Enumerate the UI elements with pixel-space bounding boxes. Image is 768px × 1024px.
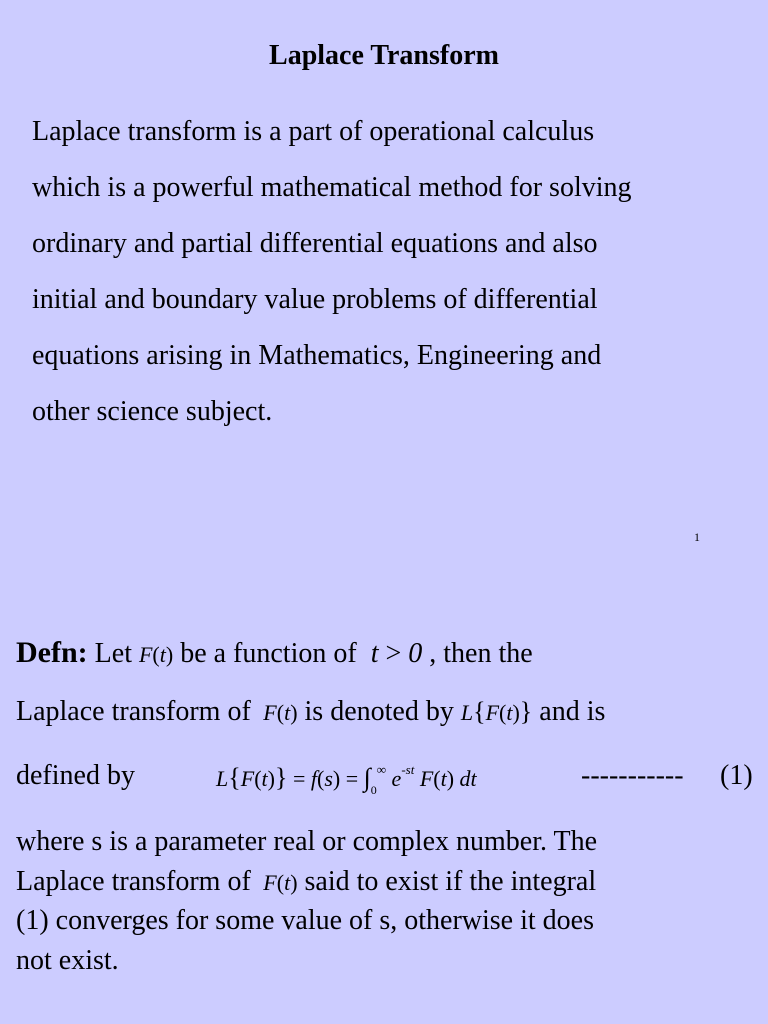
L-of-F-1: L{F(t)} — [460, 697, 533, 726]
t-greater-zero: t > 0 — [370, 638, 423, 669]
defined-by-text: defined by — [16, 760, 135, 791]
intro-line-1: Laplace transform is a part of operational calculus — [32, 116, 595, 147]
then-the-text: , then the — [429, 638, 533, 669]
laplace-integral-formula: $L\{F(t)\} = f(s) = \int_0^\infty$ $e^{-st}$ F(t) dt — [216, 762, 477, 797]
where-line-1: where s is a parameter real or complex number. The — [16, 826, 598, 857]
and-is-text: and is — [539, 696, 606, 727]
definition-line-2 — [16, 696, 605, 728]
intro-line-2: which is a powerful mathematical method for solving — [32, 172, 632, 203]
definition-line-1 — [16, 636, 533, 670]
let-text: Let — [94, 638, 132, 669]
defn-label: Defn: — [16, 636, 88, 669]
F-of-t-3: F(t) — [263, 870, 298, 895]
laplace-transform-of-text: Laplace transform of — [16, 696, 251, 727]
intro-line-4: initial and boundary value problems of differential — [32, 284, 598, 315]
intro-line-5: equations arising in Mathematics, Engineering and — [32, 340, 602, 371]
be-function-text: be a function of — [180, 638, 357, 669]
is-denoted-by-text: is denoted by — [304, 696, 454, 727]
dashes: ----------- — [581, 760, 684, 791]
page-number: 1 — [694, 530, 700, 544]
F-of-t-1: F(t) — [138, 642, 174, 667]
intro-line-6: other science subject. — [32, 396, 273, 427]
definition-line-3 — [16, 760, 768, 797]
F-of-t-2: F(t) — [263, 700, 298, 725]
where-line-2: Laplace transform of F(t) said to exist if the integral — [16, 866, 597, 897]
intro-line-3: ordinary and partial differential equations and also — [32, 228, 598, 259]
equation-number: (1) — [720, 760, 753, 791]
slide-title: Laplace Transform — [269, 40, 499, 71]
where-line-3: (1) converges for some value of s, otherwise it does — [16, 905, 594, 936]
slide-2 — [0, 570, 768, 1024]
where-line-4: not exist. — [16, 945, 119, 976]
